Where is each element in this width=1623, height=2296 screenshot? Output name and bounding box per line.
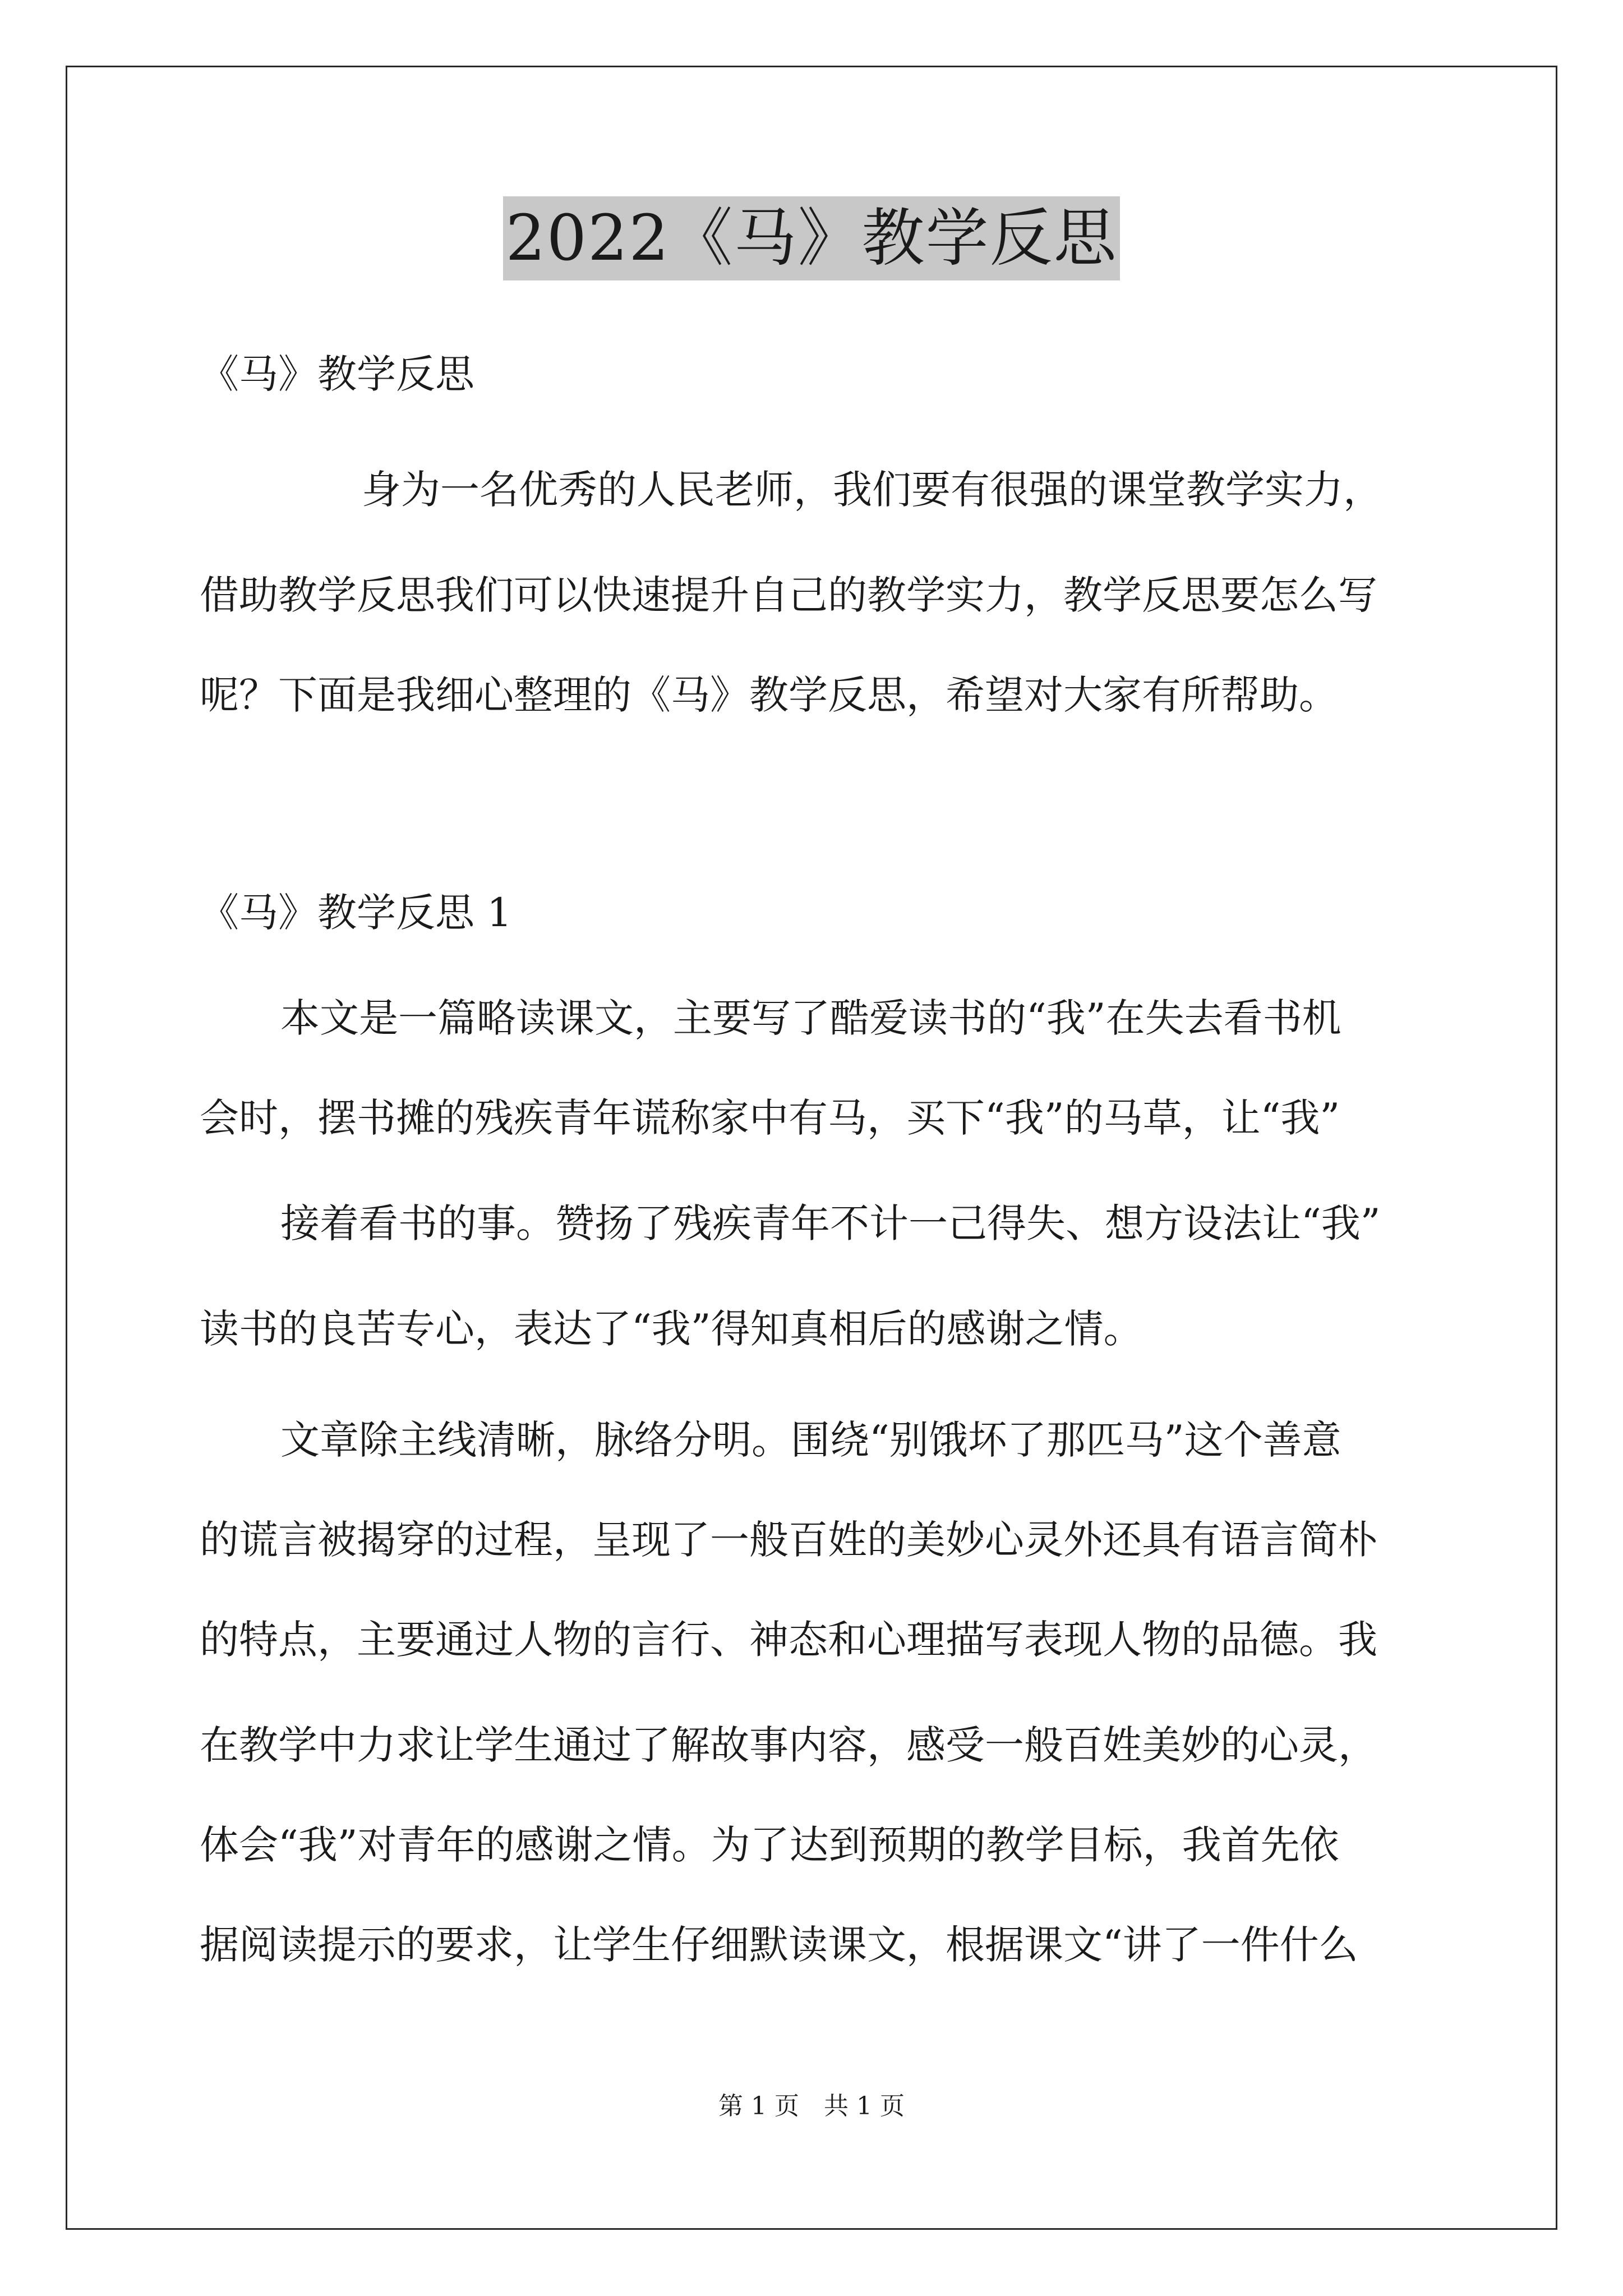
section-heading: 《马》教学反思 1 bbox=[200, 890, 512, 936]
title-container bbox=[0, 196, 1623, 280]
body-line-7: 的特点，主要通过人物的言行、神态和心理描写表现人物的品德。我 bbox=[200, 1617, 1377, 1663]
body-line-10: 据阅读提示的要求，让学生仔细默读课文，根据课文“讲了一件什么 bbox=[200, 1922, 1358, 1968]
body-line-3: 接着看书的事。赞扬了残疾青年不计一己得失、想方设法让“我” bbox=[280, 1200, 1381, 1246]
intro-line-2: 借助教学反思我们可以快速提升自己的教学实力，教学反思要怎么写 bbox=[200, 572, 1377, 618]
body-line-2: 会时，摆书摊的残疾青年谎称家中有马，买下“我”的马草，让“我” bbox=[200, 1095, 1340, 1141]
body-line-5: 文章除主线清晰，脉络分明。围绕“别饿坏了那匹马”这个善意 bbox=[280, 1417, 1341, 1463]
page-footer: 第 1 页 共 1 页 bbox=[718, 2092, 905, 2120]
intro-line-1: 身为一名优秀的人民老师，我们要有很强的课堂教学实力， bbox=[362, 467, 1382, 513]
body-line-8: 在教学中力求让学生通过了解故事内容，感受一般百姓美妙的心灵， bbox=[200, 1722, 1377, 1768]
document-title: 2022《马》教学反思 bbox=[503, 196, 1119, 280]
intro-line-3: 呢？下面是我细心整理的《马》教学反思，希望对大家有所帮助。 bbox=[200, 672, 1338, 718]
body-line-9: 体会“我”对青年的感谢之情。为了达到预期的教学目标，我首先依 bbox=[200, 1822, 1339, 1868]
body-line-4: 读书的良苦专心，表达了“我”得知真相后的感谢之情。 bbox=[200, 1306, 1143, 1352]
body-line-1: 本文是一篇略读课文，主要写了酷爱读书的“我”在失去看书机 bbox=[280, 995, 1341, 1041]
body-line-6: 的谎言被揭穿的过程，呈现了一般百姓的美妙心灵外还具有语言简朴 bbox=[200, 1517, 1377, 1563]
document-subtitle: 《马》教学反思 bbox=[200, 351, 474, 397]
